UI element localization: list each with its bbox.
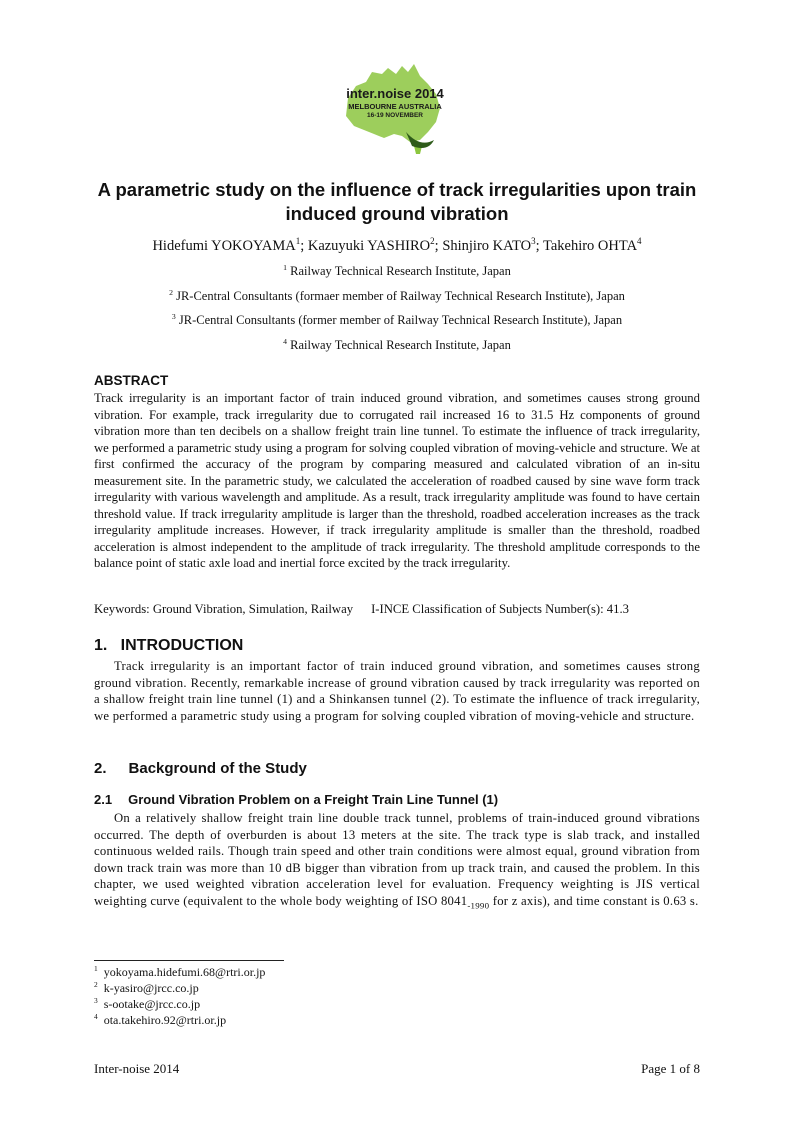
keywords-line — [94, 602, 700, 617]
affiliation-4: $^4$ Railway Technical Research Institute, Japan — [283, 336, 511, 352]
footer-conference: Inter-noise 2014 — [94, 1061, 180, 1076]
footnote-3: $^3$ s-ootake@jrcc.co.jp — [94, 996, 201, 1011]
abstract-text: Track irregularity is an important factor of train induced ground vibration, and sometimes causes strong ground vibration. For example, track irregularity due to corrugated rail increased 16 to 31.5 Hz components of ground vibration more than ten decibels on a shallow freight train line tunnel. To estimate the influence of track irregularity, we performed a parametric study using a program for solving coupled vibration of moving-vehicle and structure. We at first confirmed the accuracy of the program by comparing measured and calculated vibration of an in-situ measurement site. In the parametric study, we calculated the acceleration of roadbed caused by sine wave form track irregularity with various wavelength and amplitude. As a result, track irregularity amplitude was found to have certain threshold value. If track irregularity amplitude is larger than the threshold, roadbed acceleration increases as the track irregularity amplitude increases. However, if track irregularity amplitude is smaller than the threshold, roadbed acceleration is almost independent to the amplitude of track irregularity. The threshold amplitude corresponds to the balance point of static axle load and inertial force excited by the track irregularity. — [94, 391, 700, 570]
author-affiliation-mark: 1 — [295, 236, 301, 247]
conference-logo — [336, 60, 454, 160]
affiliation-2: $^2$ JR-Central Consultants (formaer member of Railway Technical Research Institute), Japan — [169, 287, 625, 303]
page-number: Page 1 of 8 — [641, 1061, 700, 1076]
classification: I-INCE Classification of Subjects Number(s): 41.3 — [371, 602, 630, 616]
footnote-2: $^2$ k-yasiro@jrcc.co.jp — [94, 980, 199, 995]
section-1-text: Track irregularity is an important factor of train induced ground vibration, and sometimes causes strong ground vibration. Recently, remarkable increase of ground vibration caused by track irregularity was reported on a shallow freight train line tunnel (1) and a Shinkansen tunnel (2). To estimate the influence of track irregularity, we performed a parametric study using a program for solving coupled vibration of moving-vehicle and structure. — [94, 659, 700, 723]
section-2-1-heading — [94, 792, 498, 807]
standard-year-subscript: -1990 — [467, 900, 490, 911]
author-name: Shinjiro KATO — [442, 238, 532, 254]
section-2-number: 2. — [94, 760, 107, 777]
logo-dates: 16-19 NOVEMBER — [367, 112, 423, 119]
logo-title: inter.noise 2014 — [346, 86, 444, 101]
logo-location: MELBOURNE AUSTRALIA — [348, 102, 442, 111]
footnote-1: $^1$ yokoyama.hidefumi.68@rtri.or.jp — [94, 964, 266, 979]
author-email: k-yasiro@jrcc.co.jp — [103, 981, 199, 995]
author-email: yokoyama.hidefumi.68@rtri.or.jp — [103, 965, 266, 979]
section-2-heading — [94, 760, 307, 777]
footnote-4: $^4$ ota.takehiro.92@rtri.or.jp — [94, 1012, 227, 1027]
author-email: ota.takehiro.92@rtri.or.jp — [103, 1013, 227, 1027]
affiliation-1: $^1$ Railway Technical Research Institute, Japan — [283, 262, 511, 278]
paper-title: A parametric study on the influence of track irregularities upon train induced ground vibration — [97, 179, 697, 224]
author-name: Hidefumi YOKOYAMA — [152, 238, 296, 254]
section-2-1-text: On a relatively shallow freight train line double track tunnel, problems of train-induced ground vibrations occurred. The depth of overburden is about 13 meters at the site. The track type is slab track, and installed continuous welded rails. Though train speed and other train conditions were almost equal, ground vibration from down track train was more than 10 dB bigger than vibration from up track train, and caused the problem. In this chapter, we used weighted vibration acceleration level for evaluation. Frequency weighting is JIS vertical weighting curve (equivalent to the whole body weighting of ISO $8041_{-1990}$ for z axis), and time constant is 0.63 s. — [94, 811, 700, 911]
section-1-heading: 1. INTRODUCTION — [94, 637, 244, 654]
section-2-title: Background of the Study — [128, 760, 307, 777]
author-affiliation-mark: 2 — [430, 236, 435, 247]
footnote-divider — [94, 960, 284, 961]
author-affiliation-mark: 3 — [531, 236, 536, 247]
affiliation-3: $^3$ JR-Central Consultants (former member of Railway Technical Research Institute), Japan — [171, 311, 623, 327]
keywords: Keywords: Ground Vibration, Simulation, Railway — [94, 602, 354, 616]
author-affiliation-mark: 4 — [637, 236, 642, 247]
abstract-heading: ABSTRACT — [94, 373, 169, 388]
author-name: Kazuyuki YASHIRO — [307, 238, 431, 254]
author-name: Takehiro OHTA — [542, 238, 638, 254]
section-2-1-title: Ground Vibration Problem on a Freight Train Line Tunnel (1) — [128, 792, 499, 807]
author-list: Hidefumi YOKOYAMA$^1$; Kazuyuki YASHIRO$^2$; Shinjiro KATO$^3$; Takehiro OHTA$^4$ — [152, 236, 642, 254]
section-2-1-number: 2.1 — [94, 792, 113, 807]
author-email: s-ootake@jrcc.co.jp — [103, 997, 201, 1011]
